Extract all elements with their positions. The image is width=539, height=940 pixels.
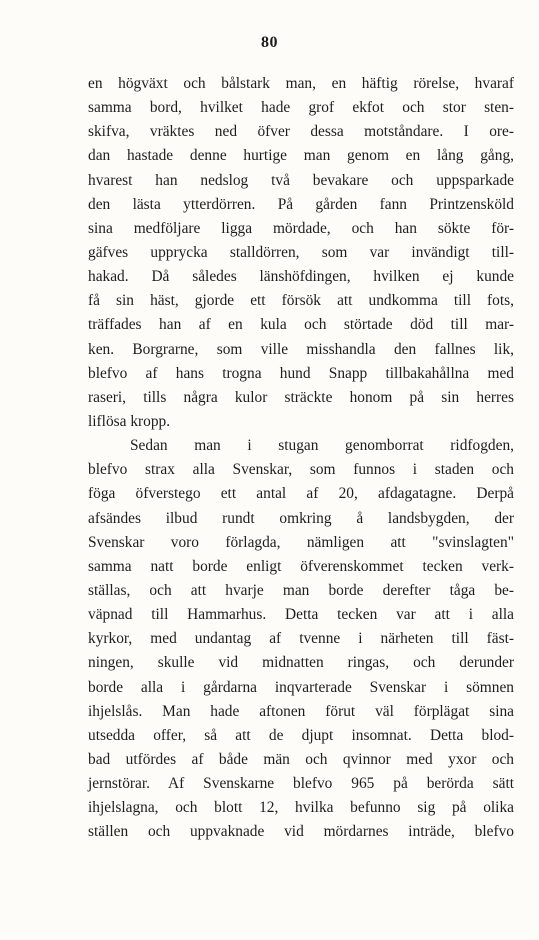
text-line: träffades han af en kula och störtade död till mar-: [88, 316, 514, 334]
text-line: den lästa ytterdörren. På gården fann Printzensköld: [88, 195, 514, 213]
text-line: föga öfverstego ett antal af 20, afdagatagne. Derpå: [88, 485, 514, 503]
text-line: dan hastade denne hurtige man genom en lång gång,: [88, 147, 514, 165]
text-line: kyrkor, med undantag af tvenne i närheten till fäst-: [88, 630, 514, 648]
text-line: raseri, tills några kulor sträckte honom på sin herres: [88, 388, 514, 406]
text-line: sina medföljare ligga mördade, och han sökte för-: [88, 219, 514, 237]
text-line: ställas, och att hvarje man borde derefter tåga be-: [88, 581, 514, 599]
text-line: utsedda offer, så att de djupt insomnat. Detta blod-: [88, 726, 514, 744]
text-line: ihjelslås. Man hade aftonen förut väl förplägat sina: [88, 702, 514, 720]
text-line: ihjelslagna, och blott 12, hvilka befunno sig på olika: [88, 799, 514, 817]
text-line: borde alla i gårdarna inqvarterade Svenskar i sömnen: [88, 678, 514, 696]
text-line: skifva, vräktes ned öfver dessa motståndare. I ore-: [88, 123, 514, 141]
text-line: jernstörar. Af Svenskarne blefvo 965 på berörda sätt: [88, 775, 514, 793]
text-line: ningen, skulle vid midnatten ringas, och derunder: [88, 654, 514, 672]
text-line: samma bord, hvilket hade grof ekfot och stor sten-: [88, 99, 514, 117]
text-line: väpnad till Hammarhus. Detta tecken var att i alla: [88, 606, 514, 624]
text-line: afsändes ilbud rundt omkring å landsbygden, der: [88, 509, 514, 527]
body-text: [88, 72, 514, 845]
text-line: blefvo af hans trogna hund Snapp tillbakahållna med: [88, 364, 514, 382]
text-line: gäfves upprycka stalldörren, som var invändigt till-: [88, 243, 514, 261]
text-line: en högväxt och bålstark man, en häftig rörelse, hvaraf: [88, 75, 514, 92]
text-line: samma natt borde enligt öfverenskommet tecken verk-: [88, 557, 514, 575]
text-line: hvarest han nedslog två bevakare och uppsparkade: [88, 171, 514, 189]
text-line: ken. Borgrarne, som ville misshandla den fallnes lik,: [88, 340, 514, 358]
text-line: ställen och uppvaknade vid mördarnes inträde, blefvo: [88, 823, 514, 841]
text-line: Svenskar voro förlagda, nämligen att "svinslagten": [88, 533, 514, 551]
text-line: bad utfördes af både män och qvinnor med yxor och: [88, 750, 514, 768]
text-line: få sin häst, gjorde ett försök att undkomma till fots,: [88, 292, 514, 310]
page-number: 80: [261, 34, 278, 51]
text-line: hakad. Då således länshöfdingen, hvilken ej kunde: [88, 268, 514, 286]
text-line: blefvo strax alla Svenskar, som funnos i staden och: [88, 461, 514, 479]
paragraph-start-line: Sedan man i stugan genomborrat ridfogden,: [130, 437, 514, 455]
paragraph-end-line: liflösa kropp.: [88, 412, 171, 430]
